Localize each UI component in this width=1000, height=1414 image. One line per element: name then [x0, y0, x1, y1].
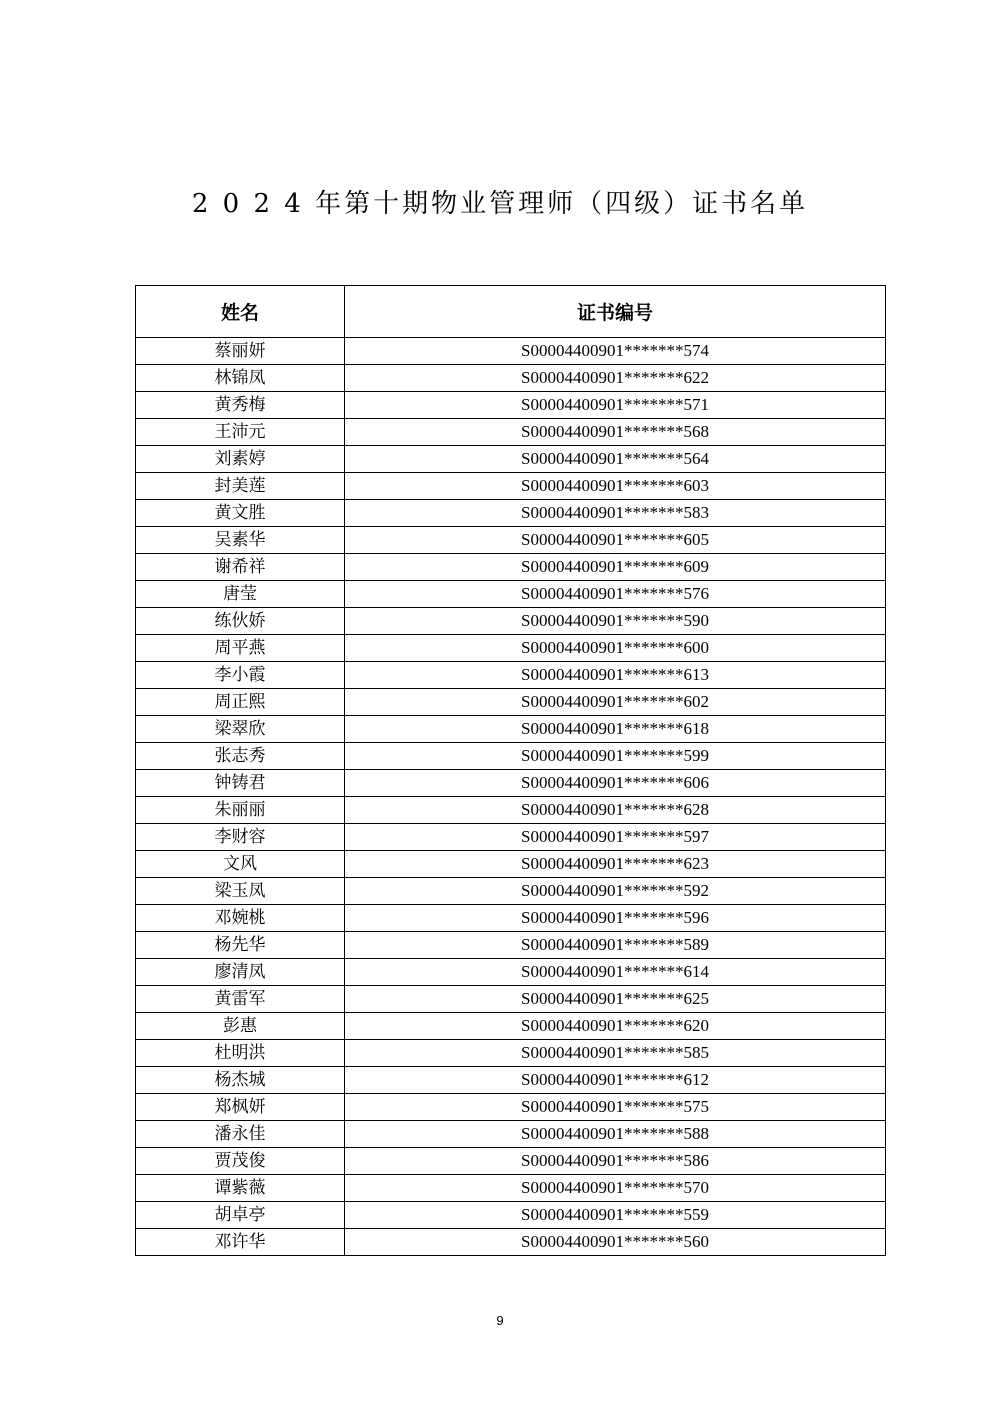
table-row — [136, 878, 886, 905]
table-row — [136, 473, 886, 500]
name-cell: 杜明洪 — [136, 1040, 345, 1067]
cert-number-cell: S00004400901*******583 — [345, 500, 886, 527]
name-cell: 廖清凤 — [136, 959, 345, 986]
table-row — [136, 1067, 886, 1094]
table-row — [136, 1013, 886, 1040]
name-cell: 邓婉桃 — [136, 905, 345, 932]
name-cell: 林锦凤 — [136, 365, 345, 392]
cert-number-cell: S00004400901*******628 — [345, 797, 886, 824]
table-row — [136, 500, 886, 527]
table-row — [136, 932, 886, 959]
cert-number-cell: S00004400901*******575 — [345, 1094, 886, 1121]
name-cell: 谢希祥 — [136, 554, 345, 581]
table-row — [136, 797, 886, 824]
table-row — [136, 851, 886, 878]
table-row — [136, 419, 886, 446]
name-cell: 谭紫薇 — [136, 1175, 345, 1202]
cert-number-cell: S00004400901*******568 — [345, 419, 886, 446]
name-cell: 刘素婷 — [136, 446, 345, 473]
name-cell: 封美莲 — [136, 473, 345, 500]
table-row — [136, 365, 886, 392]
table-row — [136, 959, 886, 986]
cert-number-cell: S00004400901*******596 — [345, 905, 886, 932]
name-cell: 蔡丽妍 — [136, 338, 345, 365]
cert-number-cell: S00004400901*******570 — [345, 1175, 886, 1202]
cert-number-cell: S00004400901*******600 — [345, 635, 886, 662]
table-row — [136, 338, 886, 365]
cert-number-cell: S00004400901*******603 — [345, 473, 886, 500]
name-cell: 邓许华 — [136, 1229, 345, 1256]
cert-number-cell: S00004400901*******590 — [345, 608, 886, 635]
cert-number-cell: S00004400901*******625 — [345, 986, 886, 1013]
name-cell: 李财容 — [136, 824, 345, 851]
table-row — [136, 1148, 886, 1175]
cert-number-cell: S00004400901*******609 — [345, 554, 886, 581]
table-row — [136, 527, 886, 554]
name-cell: 彭惠 — [136, 1013, 345, 1040]
name-cell: 周平燕 — [136, 635, 345, 662]
cert-number-cell: S00004400901*******576 — [345, 581, 886, 608]
header-cert-number: 证书编号 — [345, 286, 886, 338]
name-cell: 梁翠欣 — [136, 716, 345, 743]
table-row — [136, 1121, 886, 1148]
cert-number-cell: S00004400901*******589 — [345, 932, 886, 959]
table-row — [136, 986, 886, 1013]
cert-number-cell: S00004400901*******605 — [345, 527, 886, 554]
cert-number-cell: S00004400901*******599 — [345, 743, 886, 770]
name-cell: 文风 — [136, 851, 345, 878]
name-cell: 贾茂俊 — [136, 1148, 345, 1175]
name-cell: 王沛元 — [136, 419, 345, 446]
name-cell: 唐莹 — [136, 581, 345, 608]
cert-number-cell: S00004400901*******574 — [345, 338, 886, 365]
table-row — [136, 1175, 886, 1202]
table-row — [136, 770, 886, 797]
table-row — [136, 716, 886, 743]
name-cell: 黄雷军 — [136, 986, 345, 1013]
table-row — [136, 608, 886, 635]
name-cell: 潘永佳 — [136, 1121, 345, 1148]
table-row — [136, 743, 886, 770]
cert-number-cell: S00004400901*******559 — [345, 1202, 886, 1229]
table-row — [136, 446, 886, 473]
cert-number-cell: S00004400901*******623 — [345, 851, 886, 878]
cert-number-cell: S00004400901*******564 — [345, 446, 886, 473]
table-row — [136, 554, 886, 581]
name-cell: 郑枫妍 — [136, 1094, 345, 1121]
name-cell: 杨杰城 — [136, 1067, 345, 1094]
table-body — [136, 338, 886, 1256]
name-cell: 胡卓亭 — [136, 1202, 345, 1229]
page-title: 2 0 2 4 年第十期物业管理师（四级）证书名单 — [191, 189, 809, 219]
cert-number-cell: S00004400901*******597 — [345, 824, 886, 851]
table-header-row — [136, 286, 886, 338]
name-cell: 吴素华 — [136, 527, 345, 554]
table-row — [136, 581, 886, 608]
name-cell: 黄秀梅 — [136, 392, 345, 419]
cert-number-cell: S00004400901*******560 — [345, 1229, 886, 1256]
cert-number-cell: S00004400901*******613 — [345, 662, 886, 689]
certificate-table — [135, 285, 886, 1256]
cert-number-cell: S00004400901*******606 — [345, 770, 886, 797]
table-row — [136, 824, 886, 851]
cert-number-cell: S00004400901*******588 — [345, 1121, 886, 1148]
name-cell: 朱丽丽 — [136, 797, 345, 824]
cert-number-cell: S00004400901*******612 — [345, 1067, 886, 1094]
name-cell: 钟铸君 — [136, 770, 345, 797]
name-cell: 梁玉凤 — [136, 878, 345, 905]
table-row — [136, 1229, 886, 1256]
cert-number-cell: S00004400901*******602 — [345, 689, 886, 716]
table-row — [136, 689, 886, 716]
table-row — [136, 635, 886, 662]
page-number: 9 — [496, 1313, 504, 1328]
header-name: 姓名 — [136, 286, 345, 338]
table-row — [136, 1094, 886, 1121]
cert-number-cell: S00004400901*******622 — [345, 365, 886, 392]
cert-number-cell: S00004400901*******620 — [345, 1013, 886, 1040]
cert-number-cell: S00004400901*******614 — [345, 959, 886, 986]
table-row — [136, 905, 886, 932]
table-row — [136, 662, 886, 689]
table-row — [136, 1202, 886, 1229]
table-row — [136, 392, 886, 419]
name-cell: 杨先华 — [136, 932, 345, 959]
name-cell: 张志秀 — [136, 743, 345, 770]
name-cell: 黄文胜 — [136, 500, 345, 527]
cert-number-cell: S00004400901*******592 — [345, 878, 886, 905]
name-cell: 周正熙 — [136, 689, 345, 716]
name-cell: 练伙娇 — [136, 608, 345, 635]
table-row — [136, 1040, 886, 1067]
cert-number-cell: S00004400901*******585 — [345, 1040, 886, 1067]
cert-number-cell: S00004400901*******618 — [345, 716, 886, 743]
cert-number-cell: S00004400901*******586 — [345, 1148, 886, 1175]
name-cell: 李小霞 — [136, 662, 345, 689]
cert-number-cell: S00004400901*******571 — [345, 392, 886, 419]
